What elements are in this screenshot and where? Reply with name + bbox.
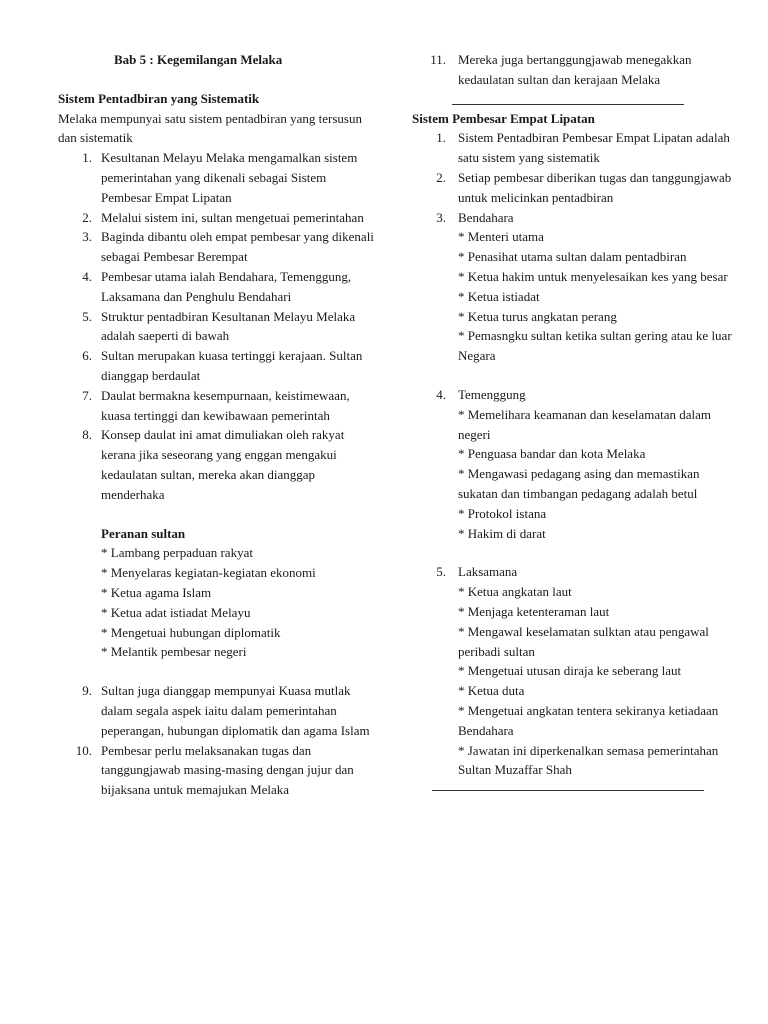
list-item: * Menteri utama	[458, 229, 544, 245]
right-column	[412, 50, 742, 791]
list-item: 8. Konsep daulat ini amat dimuliakan oleh rakyat kerana jika seseorang yang enggan mengakui kedaulatan sultan, mereka akan dianggap menderhaka	[82, 427, 345, 502]
list-item: 4. Pembesar utama ialah Bendahara, Temenggung, Laksamana dan Penghulu Bendahari	[82, 268, 352, 304]
numbered-list-continued	[58, 681, 378, 800]
bendahara-title: Bendahara	[458, 209, 514, 225]
numbered-list	[58, 148, 378, 504]
list-item: 6. Sultan merupakan kuasa tertinggi kerajaan. Sultan dianggap berdaulat	[82, 348, 363, 383]
list-item: * Ketua angkatan laut	[458, 584, 572, 600]
list-item: * Ketua agama Islam	[101, 584, 212, 600]
list-item: * Penasihat utama sultan dalam pentadbiran	[458, 249, 687, 265]
temenggung-item: 4. Temenggung * Memelihara keamanan dan keselamatan dalam negeri * Penguasa bandar dan kota Melaka * Mengawasi pedagang asing dan memastikan sukatan dan timbangan pedagang adalah betul * Protokol istana * Hakim di darat	[412, 385, 742, 543]
list-item: * Mengawal keselamatan sulktan atau pengawal peribadi sultan	[458, 623, 709, 659]
list-item: * Ketua hakim untuk menyelesaikan kes yang besar	[458, 268, 728, 284]
list-item: 2. Setiap pembesar diberikan tugas dan tanggungjawab untuk melicinkan pentadbiran	[436, 169, 732, 205]
numbered-list	[412, 128, 742, 780]
list-item: 9. Sultan juga dianggap mempunyai Kuasa mutlak dalam segala aspek iaitu dalam pemerintahan peperangan, hubungan diplomatik dan agama Islam	[82, 683, 370, 738]
list-item: * Ketua turus angkatan perang	[458, 308, 617, 324]
section-title-sistem-pentadbiran: Sistem Pentadbiran yang Sistematik	[58, 90, 260, 106]
list-item: 11. Mereka juga bertanggungjawab menegakkan kedaulatan sultan dan kerajaan Melaka	[430, 52, 692, 87]
list-item: * Penguasa bandar dan kota Melaka	[458, 446, 646, 462]
list-item: 3. Baginda dibantu oleh empat pembesar yang dikenali sebagai Pembesar Berempat	[82, 229, 374, 265]
laksamana-title: Laksamana	[458, 564, 518, 580]
list-item: * Menyelaras kegiatan-kegiatan ekonomi	[101, 565, 316, 581]
left-column	[58, 50, 378, 800]
list-item: 10. Pembesar perlu melaksanakan tugas dan tanggungjawab masing-masing dengan jujur dan bijaksana untuk memajukan Melaka	[75, 742, 354, 798]
bendahara-item: 3. Bendahara * Menteri utama * Penasihat utama sultan dalam pentadbiran * Ketua hakim untuk menyelesaikan kes yang besar * Ketua istiadat * Ketua turus angkatan perang * Pemasngku sultan ketika sultan gering atau ke luar Negara	[412, 208, 742, 366]
temenggung-title: Temenggung	[458, 386, 526, 402]
numbered-list-11	[412, 50, 742, 90]
peranan-sultan-block	[58, 524, 378, 663]
laksamana-item: 5. Laksamana * Ketua angkatan laut * Menjaga ketenteraman laut * Mengawal keselamatan sulktan atau pengawal peribadi sultan * Mengetuai utusan diraja ke seberang laut * Ketua duta * Mengetuai angkatan tentera sekiranya ketiadaan Bendahara * Jawatan ini diperkenalkan semasa pemerintahan Sultan Muzaffar Shah	[412, 562, 742, 780]
list-item: 1. Sistem Pentadbiran Pembesar Empat Lipatan adalah satu sistem yang sistematik	[436, 130, 730, 166]
list-item: * Hakim di darat	[458, 525, 546, 541]
chapter-title: Bab 5 : Kegemilangan Melaka	[114, 52, 283, 67]
list-item: * Ketua istiadat	[458, 288, 540, 304]
peranan-sultan-title: Peranan sultan	[101, 525, 186, 541]
list-item: * Ketua duta	[458, 683, 525, 699]
list-item: * Menjaga ketenteraman laut	[458, 603, 610, 619]
list-item: * Mengetuai utusan diraja ke seberang laut	[458, 663, 682, 679]
section-title-pembesar-empat-lipatan: Sistem Pembesar Empat Lipatan	[412, 110, 595, 126]
list-item: * Memelihara keamanan dan keselamatan dalam negeri	[458, 406, 712, 442]
list-item: * Mengawasi pedagang asing dan memastikan sukatan dan timbangan pedagang adalah betul	[458, 466, 700, 501]
list-item: * Mengetuai angkatan tentera sekiranya ketiadaan Bendahara	[458, 702, 719, 738]
intro-paragraph: Melaka mempunyai satu sistem pentadbiran yang tersusun dan sistematik	[58, 110, 362, 146]
list-item: 7. Daulat bermakna kesempurnaan, keistimewaan, kuasa tertinggi dan kewibawaan pemerintah	[82, 387, 350, 423]
list-item: * Lambang perpaduan rakyat	[101, 545, 253, 561]
divider	[452, 104, 684, 105]
list-item: * Protokol istana	[458, 505, 547, 521]
divider	[432, 790, 704, 791]
list-item: * Pemasngku sultan ketika sultan gering atau ke luar Negara	[458, 328, 732, 364]
list-item: 1. Kesultanan Melayu Melaka mengamalkan sistem pemerintahan yang dikenali sebagai Sistem Pembesar Empat Lipatan	[82, 150, 358, 205]
list-item: * Jawatan ini diperkenalkan semasa pemerintahan Sultan Muzaffar Shah	[458, 742, 719, 778]
list-item: * Mengetuai hubungan diplomatik	[101, 624, 281, 640]
list-item: * Ketua adat istiadat Melayu	[101, 604, 251, 620]
list-item: * Melantik pembesar negeri	[101, 644, 247, 660]
list-item: 5. Struktur pentadbiran Kesultanan Melayu Melaka adalah saeperti di bawah	[82, 308, 356, 344]
list-item: 2. Melalui sistem ini, sultan mengetuai pemerintahan	[82, 209, 364, 225]
